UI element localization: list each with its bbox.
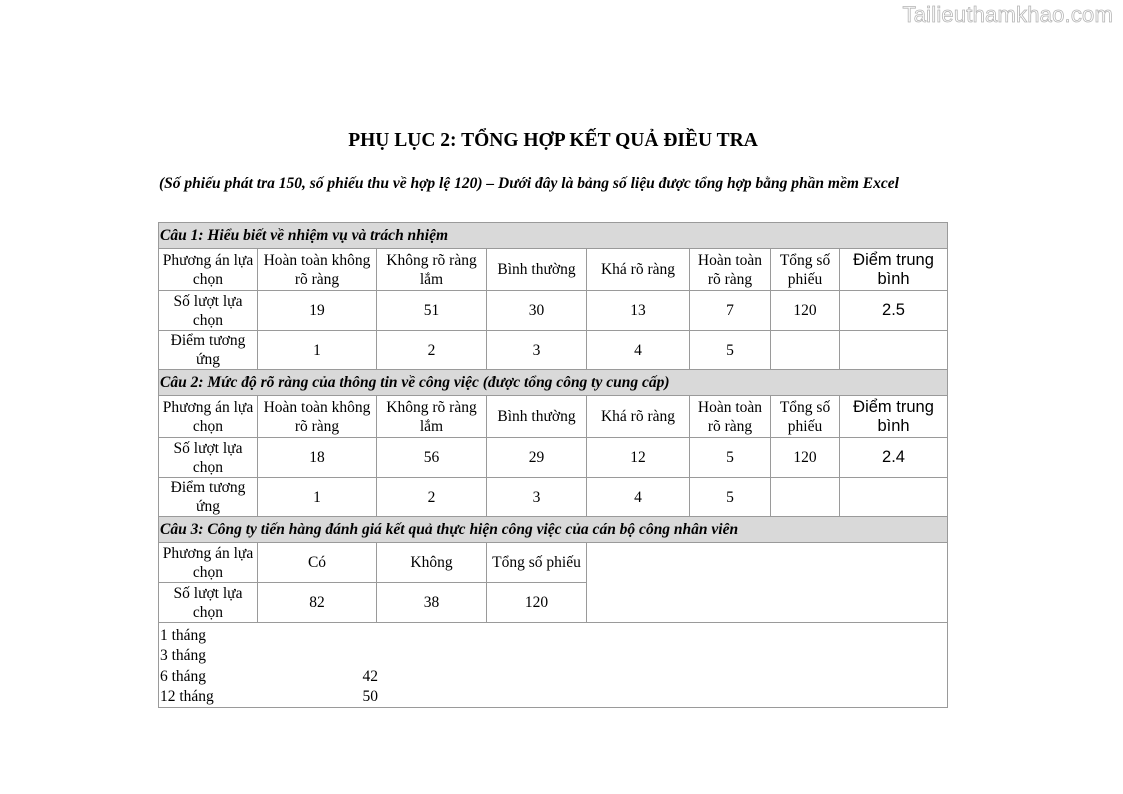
table-cell: Khá rõ ràng [587, 249, 690, 291]
table-cell [587, 543, 948, 623]
table-cell: 18 [258, 438, 377, 478]
q1-heading-row [159, 223, 948, 249]
q3-period-row [159, 623, 948, 708]
period-label: 12 tháng [160, 688, 214, 706]
table-cell: Hoàn toàn rõ ràng [690, 249, 771, 291]
q2-points-row [159, 478, 948, 517]
q3-options-row [159, 543, 948, 583]
period-label: 1 tháng [160, 626, 207, 644]
table-cell: 3 [487, 478, 587, 517]
table-cell: 56 [377, 438, 487, 478]
table-cell: 29 [487, 438, 587, 478]
period-value: 42 [362, 667, 378, 685]
table-cell: Số lượt lựa chọn [159, 438, 258, 478]
table-cell [771, 331, 840, 370]
table-cell: Số lượt lựa chọn [159, 291, 258, 331]
table-cell: 2 [377, 478, 487, 517]
table-cell: 30 [487, 291, 587, 331]
table-cell: 13 [587, 291, 690, 331]
table-cell: Hoàn toàn không rõ ràng [258, 249, 377, 291]
table-cell: Bình thường [487, 249, 587, 291]
table-cell: 120 [487, 583, 587, 623]
survey-results-table [158, 222, 948, 708]
period-label: 6 tháng [160, 667, 207, 685]
period-value: 50 [362, 688, 378, 706]
period-label: 3 tháng [160, 647, 207, 665]
table-cell: Điểm tương ứng [159, 331, 258, 370]
table-cell: Điểm tương ứng [159, 478, 258, 517]
table-cell: 1 [258, 331, 377, 370]
table-cell [771, 478, 840, 517]
table-cell: 3 [487, 331, 587, 370]
q3-heading-row [159, 517, 948, 543]
table-cell: Tổng số phiếu [771, 396, 840, 438]
q2-heading-row [159, 370, 948, 396]
table-cell [840, 331, 948, 370]
table-cell: 7 [690, 291, 771, 331]
table-cell: Điểm trung bình [840, 396, 948, 438]
table-cell: Không rõ ràng lắm [377, 396, 487, 438]
table-cell: 5 [690, 331, 771, 370]
q2-heading: Câu 2: Mức độ rõ ràng của thông tin về công việc (được tổng công ty cung cấp) [159, 370, 948, 396]
q3-heading: Câu 3: Công ty tiến hàng đánh giá kết quả thực hiện công việc của cán bộ công nhân viên [159, 517, 948, 543]
table-cell: Điểm trung bình [840, 249, 948, 291]
list-item [159, 666, 947, 687]
table-cell: Phương án lựa chọn [159, 396, 258, 438]
table-cell: 120 [771, 291, 840, 331]
table-cell: Không [377, 543, 487, 583]
q2-options-row [159, 396, 948, 438]
list-item [159, 625, 947, 646]
table-cell: 120 [771, 438, 840, 478]
q1-options-row [159, 249, 948, 291]
table-cell: 82 [258, 583, 377, 623]
table-cell: Số lượt lựa chọn [159, 583, 258, 623]
table-cell: Bình thường [487, 396, 587, 438]
q1-heading: Câu 1: Hiểu biết về nhiệm vụ và trách nhiệm [159, 223, 948, 249]
table-cell: 4 [587, 478, 690, 517]
list-item [159, 687, 947, 708]
page-title: PHỤ LỤC 2: TỔNG HỢP KẾT QUẢ ĐIỀU TRA [348, 130, 758, 151]
watermark: Tailieuthamkhao.com [902, 2, 1113, 27]
table-cell: 2.5 [840, 291, 948, 331]
table-cell [840, 478, 948, 517]
table-cell: Không rõ ràng lắm [377, 249, 487, 291]
q1-points-row [159, 331, 948, 370]
table-cell: Hoàn toàn rõ ràng [690, 396, 771, 438]
table-cell: 5 [690, 478, 771, 517]
intro-note: (Số phiếu phát tra 150, số phiếu thu về hợp lệ 120) – Dưới đây là bảng số liệu được tổng hợp bằng phần mềm Excel [159, 175, 899, 192]
table-cell: 12 [587, 438, 690, 478]
table-cell: Hoàn toàn không rõ ràng [258, 396, 377, 438]
table-cell: 19 [258, 291, 377, 331]
table-cell: Khá rõ ràng [587, 396, 690, 438]
table-cell: 38 [377, 583, 487, 623]
table-cell: Phương án lựa chọn [159, 249, 258, 291]
table-cell: Tổng số phiếu [771, 249, 840, 291]
table-cell: 2.4 [840, 438, 948, 478]
list-item [159, 646, 947, 667]
q3-period-list [159, 623, 948, 708]
q1-count-row [159, 291, 948, 331]
table-cell: Có [258, 543, 377, 583]
table-cell: 2 [377, 331, 487, 370]
table-cell: 4 [587, 331, 690, 370]
table-cell: 5 [690, 438, 771, 478]
table-cell: 1 [258, 478, 377, 517]
q2-count-row [159, 438, 948, 478]
table-cell: Tổng số phiếu [487, 543, 587, 583]
table-cell: 51 [377, 291, 487, 331]
table-cell: Phương án lựa chọn [159, 543, 258, 583]
